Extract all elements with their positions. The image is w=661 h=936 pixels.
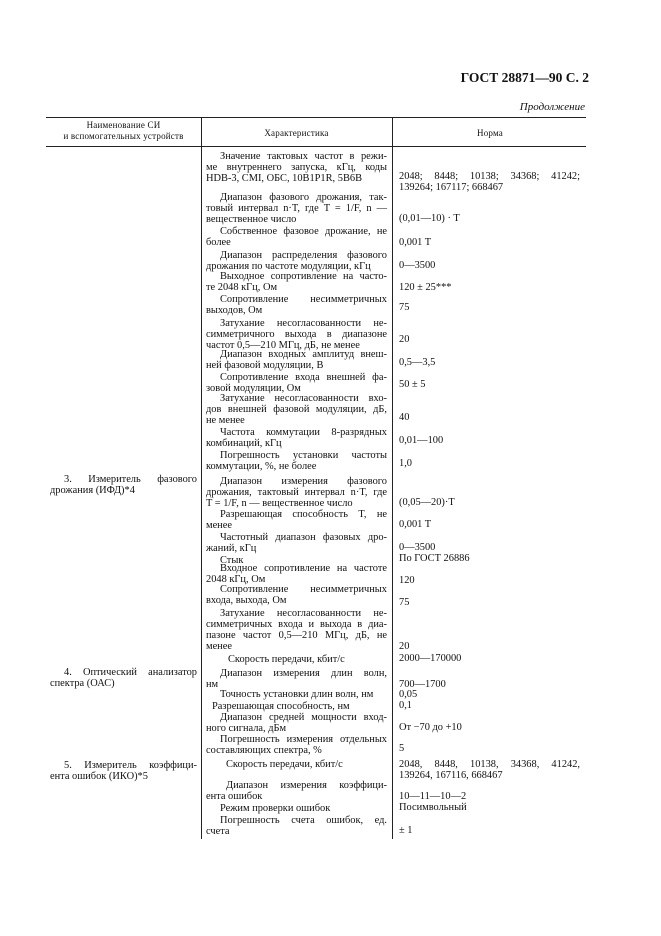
norm-value-line: 50 ± 5: [399, 379, 426, 390]
norm-value-line: 1,0: [399, 458, 412, 469]
characteristic-line: Частота коммутации 8-разрядных: [220, 427, 387, 438]
norm-value-line: 0,01—100: [399, 435, 444, 446]
characteristic-line: Диапазон измерения длин волн,: [220, 668, 387, 679]
characteristic-line: HDB-3, CMI, ОБС, 10B1P1R, 5B6B: [206, 173, 363, 184]
characteristic-line: выходов, Ом: [206, 305, 263, 316]
characteristic-line: дов внешней фазовой модуляции, дБ,: [206, 404, 387, 415]
norm-value-line: 20: [399, 641, 410, 652]
characteristic-line: составляющих спектра, %: [206, 745, 322, 756]
norm-value-line: 0,001 T: [399, 519, 432, 530]
norm-value-line: По ГОСТ 26886: [399, 553, 470, 564]
characteristic-line: более: [206, 237, 231, 248]
column-header: Норма: [477, 128, 503, 138]
characteristic-line: дрожания, тактовый интервал n·T, где: [206, 487, 387, 498]
characteristic-line: симметричного выхода в диапазоне: [206, 329, 387, 340]
characteristic-line: менее: [206, 641, 232, 652]
norm-value-line: 0—3500: [399, 542, 436, 553]
characteristic-line: ного сигнала, дБм: [206, 723, 287, 734]
characteristic-line: Погрешность установки частоты: [220, 450, 387, 461]
norm-value-line: От −70 до +10: [399, 722, 462, 733]
characteristic-line: Сопротивление несимметричных: [220, 584, 387, 595]
characteristic-line: зовой модуляции, Ом: [206, 383, 301, 394]
characteristic-line: Погрешность счета ошибок, ед.: [220, 815, 387, 826]
norm-value-line: ± 1: [399, 825, 413, 836]
device-name-line: спектра (ОАС): [50, 678, 115, 689]
characteristic-line: коммутации, %, не более: [206, 461, 317, 472]
characteristic-line: Скорость передачи, кбит/с: [226, 759, 343, 770]
norm-value-line: 700—1700: [399, 679, 446, 690]
characteristic-line: Диапазон измерения коэффици-: [226, 780, 387, 791]
characteristic-line: Разрешающая способность T, не: [220, 509, 387, 520]
characteristic-line: Диапазон входных амплитуд внеш-: [220, 349, 387, 360]
norm-value-line: 0—3500: [399, 260, 436, 271]
norm-value-line: 2000—170000: [399, 653, 462, 664]
characteristic-line: жаний, кГц: [206, 543, 257, 554]
characteristic-line: ней фазовой модуляции, В: [206, 360, 324, 371]
norm-value-line: 2048, 8448, 10138, 34368, 41242,: [399, 759, 580, 770]
characteristic-line: 2048 кГц, Ом: [206, 574, 266, 585]
norm-value-line: 2048; 8448; 10138; 34368; 41242;: [399, 171, 580, 182]
norm-value-line: 0,05: [399, 689, 418, 700]
characteristic-line: Разрешающая способность, нм: [212, 701, 350, 712]
norm-value-line: 0,1: [399, 700, 412, 711]
characteristic-line: ента ошибок: [206, 791, 263, 802]
characteristic-line: Значение тактовых частот в режи-: [220, 151, 387, 162]
norm-value-line: 5: [399, 743, 405, 754]
device-name-line: ента ошибок (ИКО)*5: [50, 771, 148, 782]
characteristic-line: Точность установки длин волн, нм: [220, 689, 374, 700]
characteristic-line: комбинаций, кГц: [206, 438, 282, 449]
characteristic-line: Входное сопротивление на частоте: [220, 563, 387, 574]
characteristic-line: не менее: [206, 415, 245, 426]
continuation-label: Продолжение: [519, 101, 585, 113]
column-header: Характеристика: [264, 128, 329, 138]
table-header-rule: [46, 146, 586, 147]
characteristic-line: симметричных входа и выхода в диа-: [206, 619, 387, 630]
characteristic-line: счета: [206, 826, 230, 837]
norm-value-line: 75: [399, 597, 410, 608]
column-divider-2: [392, 117, 393, 839]
characteristic-line: Собственное фазовое дрожание, не: [220, 226, 387, 237]
norm-value-line: (0,01—10) · T: [399, 213, 460, 224]
column-divider-1: [201, 117, 202, 839]
characteristic-line: Диапазон распределения фазового: [220, 250, 387, 261]
norm-value-line: 0,5—3,5: [399, 357, 436, 368]
characteristic-line: товый интервал n·T, где T = 1/F, n —: [206, 203, 387, 214]
characteristic-line: Затухание несогласованности вхо-: [220, 393, 387, 404]
column-header: и вспомогательных устройств: [63, 131, 184, 141]
device-name-line: 4. Оптический анализатор: [64, 667, 197, 678]
device-name-line: 5. Измеритель коэффици-: [64, 760, 197, 771]
characteristic-line: Погрешность измерения отдельных: [220, 734, 387, 745]
norm-value-line: (0,05—20)·T: [399, 497, 455, 508]
norm-value-line: 40: [399, 412, 410, 423]
device-name-line: дрожания (ИФД)*4: [50, 485, 135, 496]
norm-value-line: 120 ± 25***: [399, 282, 452, 293]
norm-value-line: 120: [399, 575, 415, 586]
characteristic-line: Сопротивление несимметричных: [220, 294, 387, 305]
characteristic-line: Режим проверки ошибок: [220, 803, 331, 814]
characteristic-line: менее: [206, 520, 232, 531]
characteristic-line: входа, выхода, Ом: [206, 595, 287, 606]
characteristic-line: те 2048 кГц, Ом: [206, 282, 278, 293]
characteristic-line: Сопротивление входа внешней фа-: [220, 372, 387, 383]
characteristic-line: Диапазон средней мощности вход-: [220, 712, 387, 723]
device-name-line: 3. Измеритель фазового: [64, 474, 197, 485]
norm-value-line: 20: [399, 334, 410, 345]
characteristic-line: частот 0,5—210 МГц, дБ, не менее: [206, 340, 360, 351]
characteristic-line: Диапазон измерения фазового: [220, 476, 387, 487]
characteristic-line: Затухание несогласованности не-: [220, 608, 387, 619]
characteristic-line: Диапазон фазового дрожания, так-: [220, 192, 387, 203]
characteristic-line: дрожания по частоте модуляции, кГц: [206, 261, 371, 272]
norm-value-line: 10—11—10—2: [399, 791, 467, 802]
characteristic-line: нм: [206, 679, 219, 690]
table-top-rule: [46, 117, 586, 118]
column-header: Наименование СИ: [86, 120, 161, 130]
characteristic-line: ме внутреннего запуска, кГц, коды: [206, 162, 387, 173]
characteristic-line: Стык: [220, 555, 244, 566]
characteristic-line: вещественное число: [206, 214, 297, 225]
characteristic-line: Затухание несогласованности не-: [220, 318, 387, 329]
characteristic-line: Частотный диапазон фазовых дро-: [220, 532, 387, 543]
norm-value-line: Посимвольный: [399, 802, 467, 813]
norm-value-line: 0,001 T: [399, 237, 432, 248]
characteristic-line: Выходное сопротивление на часто-: [220, 271, 387, 282]
norm-value-line: 75: [399, 302, 410, 313]
norm-value-line: 139264; 167117; 668467: [399, 182, 504, 193]
characteristic-line: пазоне частот 0,5—210 МГц, дБ, не: [206, 630, 387, 641]
characteristic-line: T = 1/F, n — вещественное число: [206, 498, 353, 509]
norm-value-line: 139264, 167116, 668467: [399, 770, 503, 781]
page-header: ГОСТ 28871—90 С. 2: [460, 70, 589, 85]
characteristic-line: Скорость передачи, кбит/с: [228, 654, 345, 665]
